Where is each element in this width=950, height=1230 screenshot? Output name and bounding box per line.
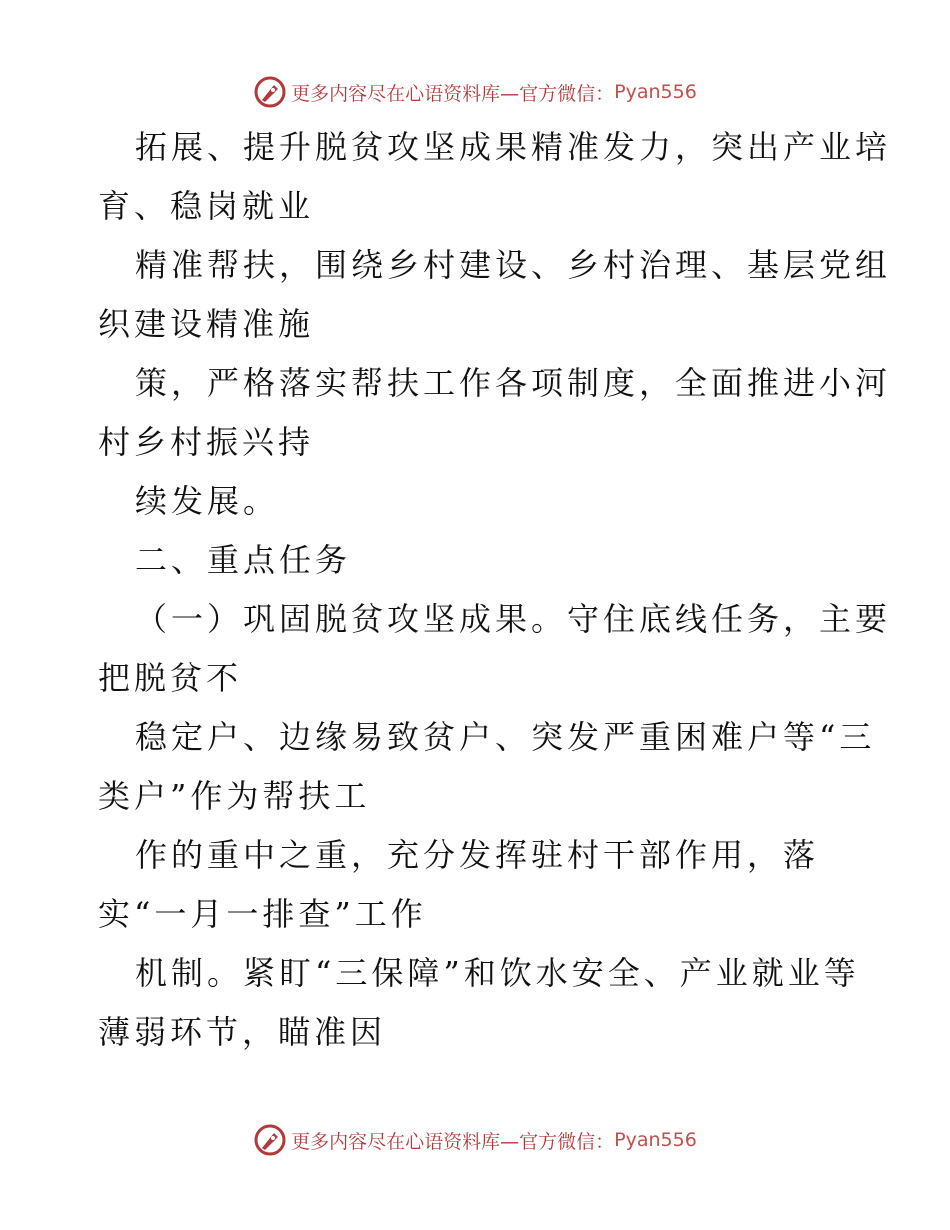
document-body: [98, 118, 892, 1062]
text-line: 拓展、提升脱贫攻坚成果精准发力，突出产业培: [135, 128, 892, 166]
footer-banner: [0, 1120, 950, 1160]
text-line: 机制。紧盯“三保障”和饮水安全、产业就业等: [135, 954, 860, 992]
text-line: 作的重中之重，充分发挥驻村干部作用，落: [135, 836, 820, 874]
text-line: 育、稳岗就业: [98, 187, 315, 225]
text-line: 织建设精准施: [98, 305, 315, 343]
text-line: 村乡村振兴持: [98, 423, 315, 461]
header-banner-text: 更多内容尽在心语资料库—官方微信：: [291, 82, 615, 105]
text-line: 精准帮扶，围绕乡村建设、乡村治理、基层党组: [135, 246, 892, 284]
text-line: 实“一月一排查”工作: [98, 895, 427, 933]
text-line: 类户”作为帮扶工: [98, 777, 371, 815]
text-line: 薄弱环节，瞄准因: [98, 1013, 387, 1051]
text-line: 稳定户、边缘易致贫户、突发严重困难户等“三: [135, 718, 876, 756]
header-banner: [0, 72, 950, 112]
pen-nib-icon: [253, 75, 287, 109]
text-line: 策，严格落实帮扶工作各项制度，全面推进小河: [135, 364, 892, 402]
header-wechat-id: Pyan556: [614, 81, 697, 103]
footer-wechat-id: Pyan556: [614, 1129, 697, 1151]
text-line: 把脱贫不: [98, 659, 243, 697]
text-line: （一）巩固脱贫攻坚成果。守住底线任务，主要: [135, 600, 892, 638]
text-line: 续发展。: [135, 482, 280, 520]
section-heading: 二、重点任务: [135, 541, 352, 579]
footer-banner-text: 更多内容尽在心语资料库—官方微信：: [291, 1130, 615, 1153]
pen-nib-icon: [253, 1123, 287, 1157]
